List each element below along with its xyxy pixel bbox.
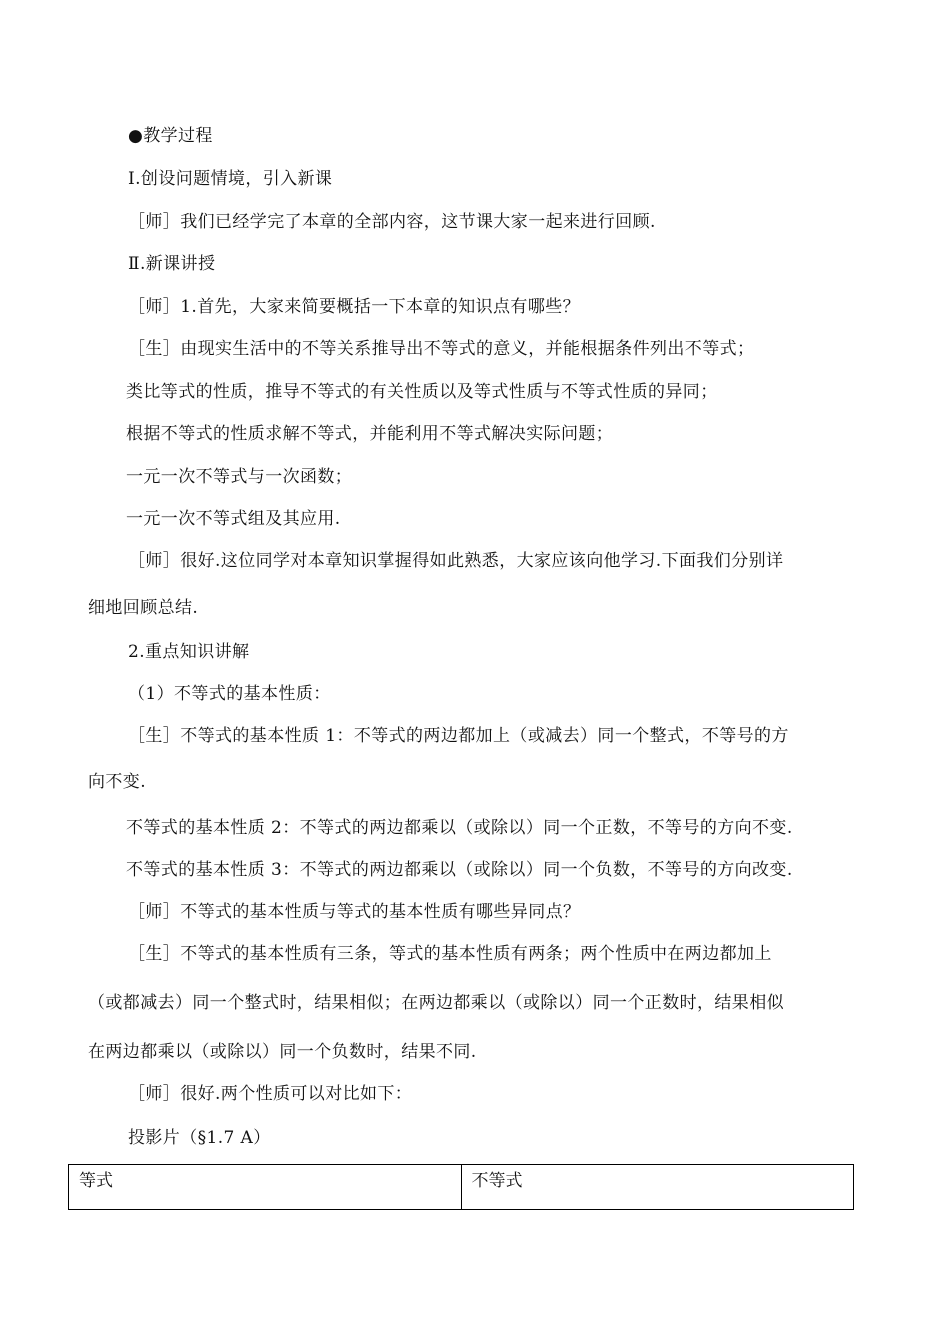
table-header-row — [69, 1165, 854, 1210]
paragraph-line: 一元一次不等式组及其应用. — [126, 509, 341, 529]
paragraph-line: 类比等式的性质，推导不等式的有关性质以及等式性质与不等式性质的异同； — [126, 382, 718, 402]
paragraph-line: 不等式的基本性质 2：不等式的两边都乘以（或除以）同一个正数，不等号的方向不变. — [126, 818, 793, 838]
student-line: ［生］不等式的基本性质有三条，等式的基本性质有两条；两个性质中在两边都加上 — [128, 944, 772, 964]
paragraph-line: 不等式的基本性质 3：不等式的两边都乘以（或除以）同一个负数，不等号的方向改变. — [126, 860, 793, 880]
heading-intro: Ⅰ.创设问题情境，引入新课 — [128, 169, 333, 189]
subheading-properties: （1）不等式的基本性质： — [128, 684, 331, 704]
table-header-equation: 等式 — [69, 1165, 462, 1210]
paragraph-line: 根据不等式的性质求解不等式，并能利用不等式解决实际问题； — [126, 424, 614, 444]
teacher-line: ［师］不等式的基本性质与等式的基本性质有哪些异同点？ — [128, 902, 581, 922]
paragraph-line: 一元一次不等式与一次函数； — [126, 467, 353, 487]
paragraph-continuation: （或都减去）同一个整式时，结果相似；在两边都乘以（或除以）同一个正数时，结果相似 — [88, 993, 784, 1013]
table-header-inequality: 不等式 — [461, 1165, 854, 1210]
student-line: ［生］由现实生活中的不等关系推导出不等式的意义，并能根据条件列出不等式； — [128, 339, 755, 359]
paragraph-continuation: 细地回顾总结. — [88, 598, 199, 618]
comparison-table — [68, 1164, 854, 1210]
paragraph-continuation: 在两边都乘以（或除以）同一个负数时，结果不同. — [88, 1042, 477, 1062]
teacher-line: ［师］1.首先，大家来简要概括一下本章的知识点有哪些？ — [128, 297, 581, 317]
slide-caption: 投影片（§1.7 A） — [128, 1128, 271, 1148]
teacher-line: ［师］很好.两个性质可以对比如下： — [128, 1084, 413, 1104]
student-line: ［生］不等式的基本性质 1：不等式的两边都加上（或减去）同一个整式，不等号的方 — [128, 726, 789, 746]
heading-new-lesson: Ⅱ.新课讲授 — [128, 254, 216, 274]
section-title: ●教学过程 — [128, 126, 213, 146]
paragraph-continuation: 向不变. — [88, 772, 147, 792]
teacher-line: ［师］很好.这位同学对本章知识掌握得如此熟悉，大家应该向他学习.下面我们分别详 — [128, 551, 784, 571]
heading-key-points: 2.重点知识讲解 — [128, 642, 250, 662]
teacher-line: ［师］我们已经学完了本章的全部内容，这节课大家一起来进行回顾. — [128, 212, 656, 232]
